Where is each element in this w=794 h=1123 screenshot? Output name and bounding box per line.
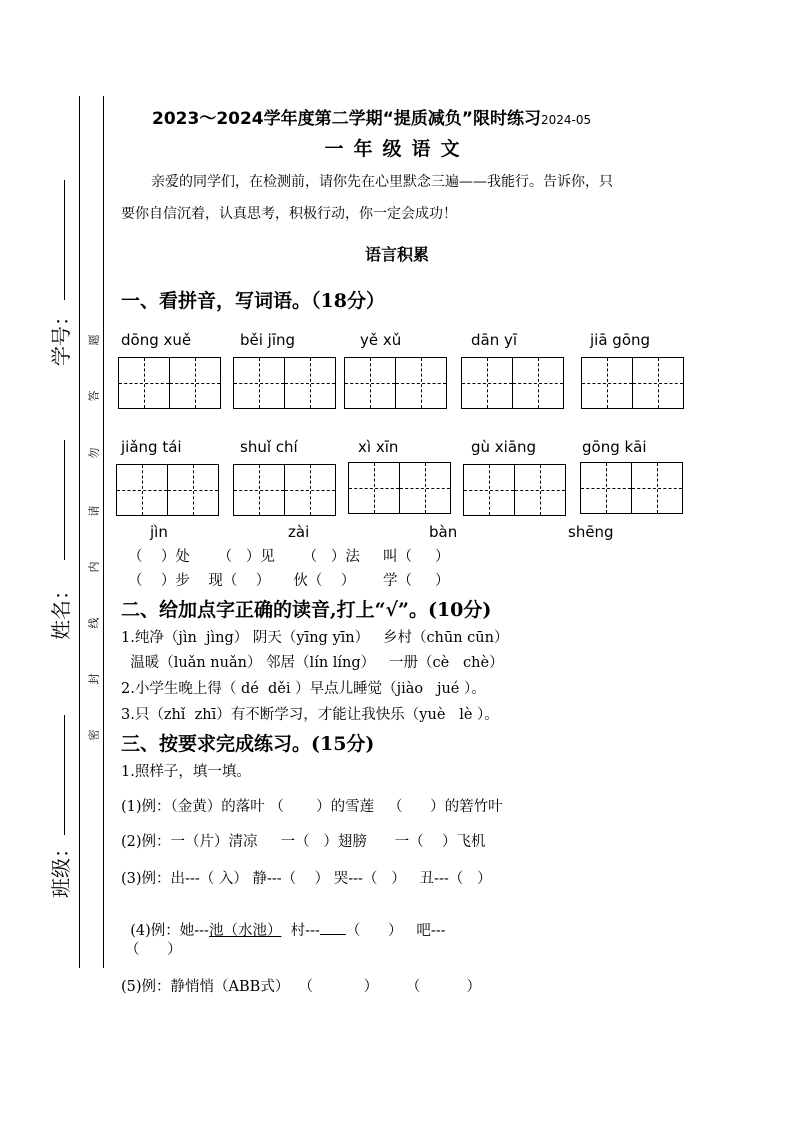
q2-heading: 二、给加点字正确的读音,打上“√”。(10分) bbox=[121, 599, 492, 621]
writing-grid[interactable] bbox=[344, 357, 447, 409]
margin-line-inner bbox=[103, 96, 104, 968]
q3-line-3[interactable]: (2)例：一（片）清凉 一（ ）翅膀 一（ ）飞机 bbox=[121, 834, 486, 850]
writing-grid[interactable] bbox=[348, 462, 451, 514]
seal-char: 封 bbox=[87, 673, 101, 685]
margin-line-outer bbox=[79, 96, 80, 968]
q3-heading: 三、按要求完成练习。(15分) bbox=[121, 733, 375, 755]
pinyin-label: dān yī bbox=[471, 331, 518, 349]
section-title: 语言积累 bbox=[364, 245, 429, 264]
q3-line-2[interactable]: (1)例：（金黄）的落叶 （ ）的雪莲 （ ）的箬竹叶 bbox=[121, 799, 503, 815]
pinyin-label: xì xīn bbox=[358, 438, 399, 456]
exam-title-text: 2023～2024学年度第二学期“提质减负”限时练习 bbox=[152, 109, 541, 129]
q2-line-4[interactable]: 3.只（zhǐ zhī）有不断学习，才能让我快乐（yuè lè ）。 bbox=[121, 707, 499, 723]
intro-line-2: 要你自信沉着，认真思考，积极行动，你一定会成功！ bbox=[121, 206, 457, 222]
seal-char: 请 bbox=[87, 505, 101, 517]
q2-line-3[interactable]: 2.小学生晚上得（ dé děi ）早点儿睡觉（jiào jué ）。 bbox=[121, 681, 486, 697]
poly-pinyin: zài bbox=[288, 523, 310, 541]
seal-char: 答 bbox=[87, 390, 101, 402]
student-no-blank[interactable] bbox=[64, 180, 65, 300]
exam-title bbox=[152, 104, 591, 129]
name-label: 姓名： bbox=[49, 580, 73, 640]
pinyin-label: běi jīng bbox=[240, 331, 296, 349]
q2-line-2[interactable]: 温暖（luǎn nuǎn） 邻居（lín líng） 一册（cè chè） bbox=[121, 655, 504, 671]
q3-line-5[interactable] bbox=[121, 903, 446, 940]
underline-blank[interactable] bbox=[320, 934, 346, 935]
q3-line-6[interactable]: （ ） bbox=[125, 942, 182, 958]
q2-line-1[interactable]: 1.纯净（jìn jìng） 阴天（yīng yīn） 乡村（chūn cūn） bbox=[121, 630, 509, 646]
writing-grid[interactable] bbox=[233, 464, 336, 516]
example-prefix: (4)例：她--- bbox=[130, 923, 209, 939]
exam-subtitle: 一年级语文 bbox=[324, 138, 470, 160]
poly-line-1[interactable]: （ ）处 （ ）见 （ ）法 叫（ ） bbox=[128, 549, 450, 565]
example-rest: （ ） 吧--- bbox=[345, 923, 446, 939]
pinyin-label: dōng xuě bbox=[121, 331, 192, 349]
writing-grid[interactable] bbox=[233, 357, 336, 409]
poly-line-2[interactable]: （ ）步 现（ ） 伙（ ） 学（ ） bbox=[128, 573, 450, 589]
writing-grid[interactable] bbox=[118, 357, 221, 409]
seal-char: 内 bbox=[87, 561, 101, 573]
student-no-label: 学号： bbox=[49, 306, 73, 366]
writing-grid[interactable] bbox=[463, 464, 566, 516]
pinyin-label: jiǎng tái bbox=[121, 438, 182, 456]
writing-grid[interactable] bbox=[461, 357, 564, 409]
pinyin-label: gù xiāng bbox=[471, 438, 537, 456]
writing-grid[interactable] bbox=[116, 464, 219, 516]
q1-heading: 一、看拼音，写词语。（18分） bbox=[121, 290, 385, 312]
pinyin-label: yě xǔ bbox=[360, 331, 402, 349]
q3-line-7[interactable]: (5)例：静悄悄（ABB式） （ ） （ ） bbox=[121, 979, 481, 995]
seal-char: 题 bbox=[87, 334, 101, 346]
seal-char: 线 bbox=[87, 617, 101, 629]
example-cun: 村--- bbox=[281, 923, 320, 939]
seal-char: 勿 bbox=[87, 447, 101, 459]
class-blank[interactable] bbox=[64, 715, 65, 835]
poly-pinyin: shēng bbox=[568, 523, 614, 541]
poly-pinyin: bàn bbox=[429, 523, 458, 541]
example-answer: 池（水池） bbox=[208, 923, 282, 939]
q3-line-4[interactable]: (3)例：出---（ 入） 静---（ ） 哭---（ ） 丑---（ ） bbox=[121, 871, 492, 887]
seal-char: 密 bbox=[87, 729, 101, 741]
pinyin-label: jiā gōng bbox=[590, 331, 651, 349]
intro-line-1: 亲爱的同学们，在检测前，请你先在心里默念三遍——我能行。告诉你，只 bbox=[151, 174, 613, 190]
poly-pinyin: jìn bbox=[150, 523, 168, 541]
q3-line-1: 1.照样子，填一填。 bbox=[121, 764, 251, 780]
name-blank[interactable] bbox=[64, 440, 65, 560]
exam-date: 2024-05 bbox=[540, 113, 592, 127]
pinyin-label: shuǐ chí bbox=[240, 438, 298, 456]
pinyin-label: gōng kāi bbox=[582, 438, 647, 456]
writing-grid[interactable] bbox=[581, 357, 684, 409]
writing-grid[interactable] bbox=[580, 462, 683, 514]
class-label: 班级： bbox=[49, 838, 73, 898]
